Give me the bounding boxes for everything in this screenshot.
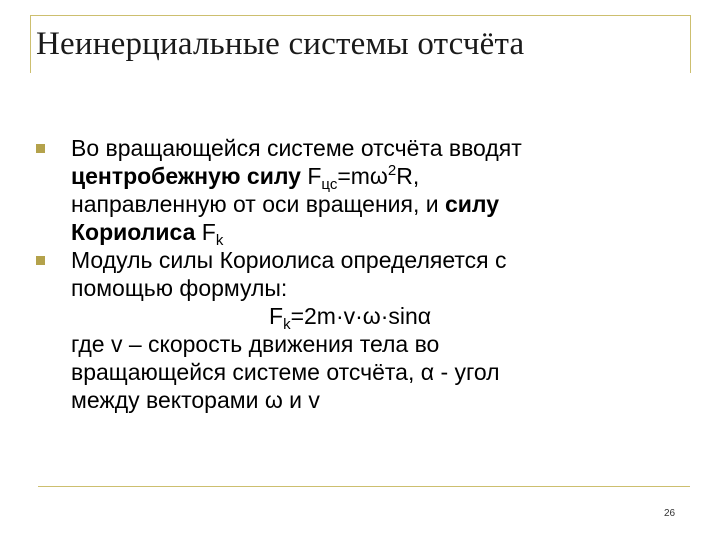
bullet-line xyxy=(71,190,686,218)
bullet-item-centrifugal xyxy=(36,134,686,249)
square-bullet-icon xyxy=(36,144,45,153)
slide-content xyxy=(36,134,686,414)
frame-top-line xyxy=(30,15,690,16)
frame-bottom-line xyxy=(38,486,690,487)
formula-subscript: k xyxy=(283,316,291,333)
bullet-line xyxy=(71,218,686,249)
explanation-line: вращающейся системе отсчёта, α - угол xyxy=(71,359,500,385)
bullet-line xyxy=(71,134,686,162)
formula-symbol: F xyxy=(269,303,284,329)
frame-right-line xyxy=(690,15,691,73)
coriolis-formula xyxy=(36,302,686,333)
bullet-text: Во вращающейся системе отсчёта вводят xyxy=(71,135,522,161)
formula-subscript: цс xyxy=(321,176,338,193)
term-force: силу xyxy=(445,191,500,217)
formula-part: =mω xyxy=(337,163,388,189)
bullet-line xyxy=(71,162,686,193)
square-bullet-icon xyxy=(36,256,45,265)
bullet-text: Модуль силы Кориолиса определяется с xyxy=(71,247,507,273)
bullet-text: помощью формулы: xyxy=(71,275,288,301)
formula-part: =2m·v·ω·sinα xyxy=(290,303,432,329)
term-centrifugal-force: центробежную силу xyxy=(71,163,301,189)
page-number: 26 xyxy=(664,508,676,519)
formula-symbol: F xyxy=(195,219,216,245)
term-coriolis: Кориолиса xyxy=(71,219,196,245)
formula-part: R, xyxy=(396,163,420,189)
formula-superscript: 2 xyxy=(387,162,397,179)
bullet-text: направленную от оси вращения, и xyxy=(71,191,439,217)
formula-symbol: F xyxy=(300,163,322,189)
bullet-line xyxy=(71,246,686,274)
bullet-line xyxy=(71,274,686,302)
explanation-line: где v – скорость движения тела во xyxy=(71,331,440,357)
bullet-item-coriolis-modulus xyxy=(36,246,686,302)
frame-left-line xyxy=(30,15,31,73)
slide-title: Неинерциальные системы отсчёта xyxy=(36,26,525,62)
formula-subscript: k xyxy=(215,232,224,249)
explanation-line: между векторами ω и v xyxy=(71,387,320,413)
